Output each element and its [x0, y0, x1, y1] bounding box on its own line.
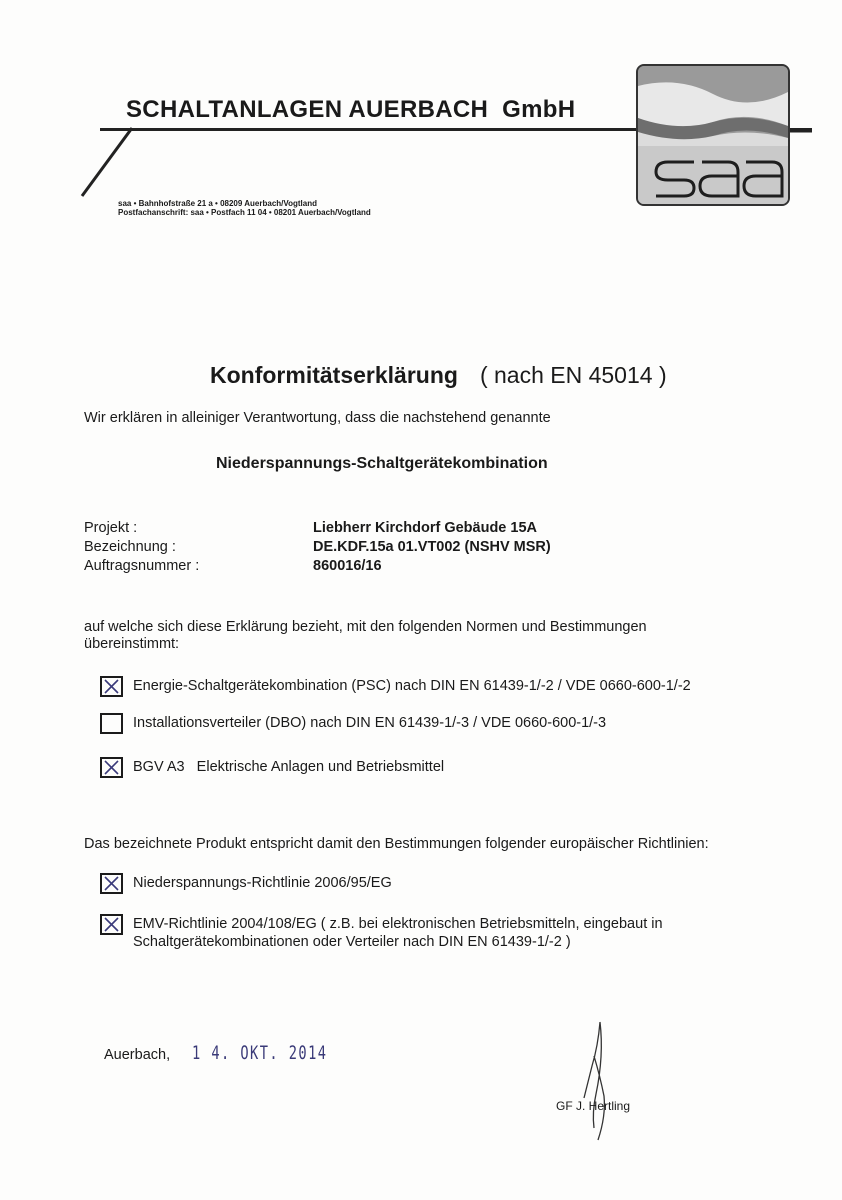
place-label: Auerbach,: [104, 1047, 171, 1063]
detail-label-order-number: Auftragsnummer :: [84, 558, 200, 574]
address-line-2: Postfachanschrift: saa • Postfach 11 04 • 08201 Auerbach/Vogtland: [118, 208, 371, 217]
directive-item-low-voltage: [100, 873, 392, 894]
company-name-text: SCHALTANLAGEN AUERBACH: [126, 96, 489, 123]
standard-label: Energie-Schaltgerätekombination (PSC) nach DIN EN 61439-1/-2 / VDE 0660-600-1/-2: [133, 678, 691, 694]
directive-label: Niederspannungs-Richtlinie 2006/95/EG: [133, 875, 392, 891]
directives-intro: Das bezeichnete Produkt entspricht damit den Bestimmungen folgender europäischer Richtlinien:: [84, 836, 709, 852]
date-stamp: 1 4. OKT. 2014: [192, 1042, 328, 1064]
detail-value-order-number: 860016/16: [313, 558, 382, 574]
directive-label: EMV-Richtlinie 2004/108/EG ( z.B. bei elektronischen Betriebsmitteln, eingebaut in Schaltgerätekombinationen oder Verteiler nach DIN EN 61439-1/-2 ): [133, 916, 663, 950]
checkbox-checked[interactable]: [100, 914, 123, 935]
detail-label-project: Projekt :: [84, 520, 138, 536]
intro-text: Wir erklären in alleiniger Verantwortung, dass die nachstehend genannte: [84, 410, 551, 426]
detail-label-designation: Bezeichnung :: [84, 539, 176, 555]
title-sub: ( nach EN 45014 ): [479, 362, 667, 388]
signature-image: [570, 1016, 640, 1146]
checkbox-checked[interactable]: [100, 757, 123, 778]
standard-item-dbo: [100, 713, 606, 734]
product-name: Niederspannungs-Schaltgerätekombination: [216, 455, 548, 472]
standard-label: Installationsverteiler (DBO) nach DIN EN 61439-1/-3 / VDE 0660-600-1/-3: [133, 715, 607, 731]
standards-intro: auf welche sich diese Erklärung bezieht, mit den folgenden Normen und Bestimmungen übereinstimmt:: [84, 619, 647, 652]
standard-item-psc: [100, 676, 691, 697]
signatory-name: GF J. Hertling: [556, 1099, 631, 1113]
detail-value-project: Liebherr Kirchdorf Gebäude 15A: [313, 520, 537, 536]
address-line-1: saa • Bahnhofstraße 21 a • 08209 Auerbach/Vogtland: [118, 199, 317, 208]
checkbox-checked[interactable]: [100, 873, 123, 894]
directive-item-emc: [100, 914, 720, 951]
standard-label: BGV A3 Elektrische Anlagen und Betriebsmittel: [133, 759, 445, 775]
detail-value-designation: DE.KDF.15a 01.VT002 (NSHV MSR): [313, 539, 551, 555]
document-title: [210, 362, 667, 389]
checkbox-unchecked[interactable]: [100, 713, 123, 734]
company-suffix: GmbH: [502, 96, 576, 123]
standard-item-bgv: [100, 757, 444, 778]
checkbox-checked[interactable]: [100, 676, 123, 697]
title-main: Konformitätserklärung: [210, 362, 458, 388]
company-logo: [636, 64, 790, 206]
